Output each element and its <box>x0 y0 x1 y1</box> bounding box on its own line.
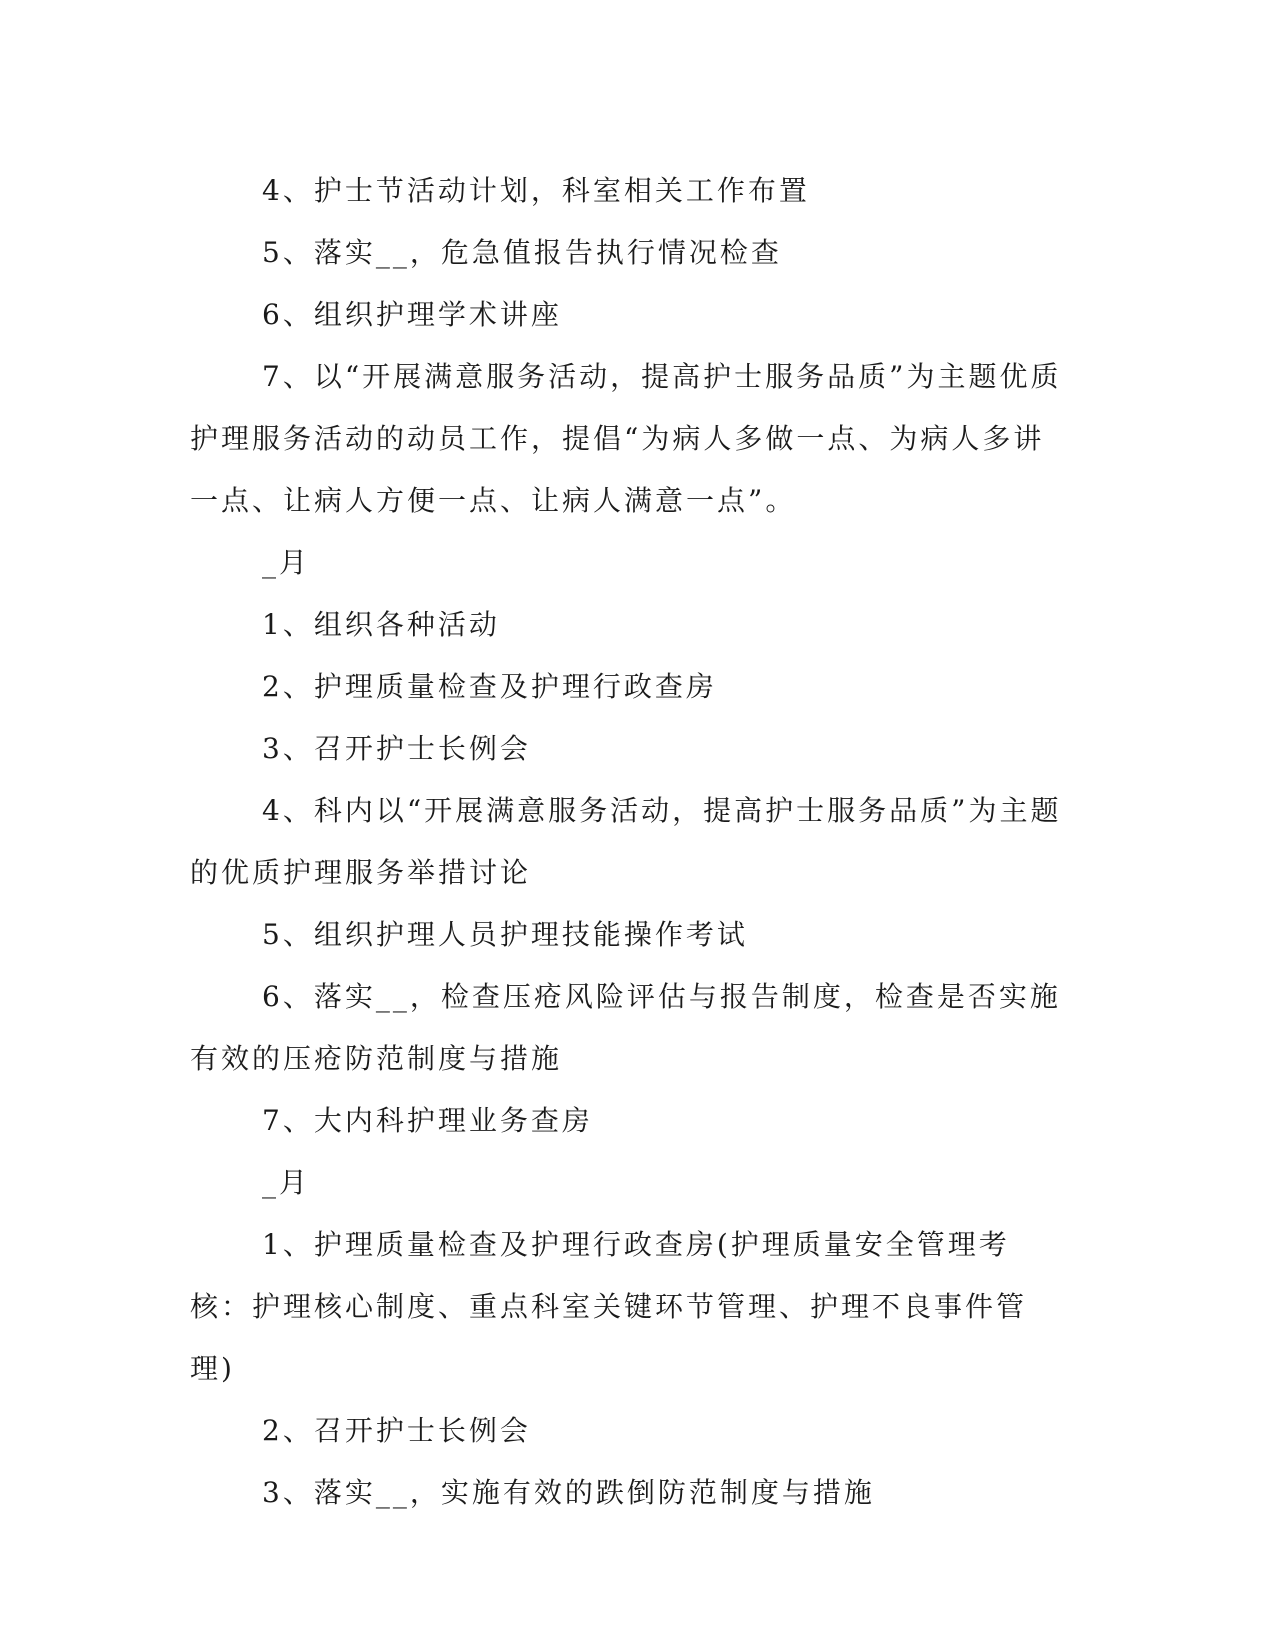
paragraph-item-4-service-discussion: 4、科内以“开展满意服务活动，提高护士服务品质”为主题的优质护理服务举措讨论 <box>190 794 1062 889</box>
month-heading: _月 <box>262 1166 311 1199</box>
paragraph-item-7-service-activity: 7、以“开展满意服务活动，提高护士服务品质”为主题优质护理服务活动的动员工作，提倡“为病人多做一点、为病人多讲一点、让病人方便一点、让病人满意一点”。 <box>190 360 1062 517</box>
paragraph-item-2-quality-check: 2、护理质量检查及护理行政查房 <box>262 670 717 703</box>
paragraph-item-3-fall-prevention: 3、落实__，实施有效的跌倒防范制度与措施 <box>262 1476 875 1509</box>
month-heading: _月 <box>262 546 311 579</box>
paragraph-item-6-pressure-sore: 6、落实__，检查压疮风险评估与报告制度，检查是否实施有效的压疮防范制度与措施 <box>190 980 1061 1075</box>
paragraph-item-3-head-nurse-meeting: 3、召开护士长例会 <box>262 732 531 765</box>
paragraph-item-1-quality-assessment: 1、护理质量检查及护理行政查房(护理质量安全管理考核：护理核心制度、重点科室关键环节管理、护理不良事件管理) <box>190 1228 1028 1385</box>
document-body <box>190 160 1070 1524</box>
paragraph-item-6-lecture: 6、组织护理学术讲座 <box>262 298 562 331</box>
paragraph-item-2-head-nurse-meeting: 2、召开护士长例会 <box>262 1414 531 1447</box>
paragraph-item-4-nurses-day: 4、护士节活动计划，科室相关工作布置 <box>262 174 810 207</box>
paragraph-item-5-critical-value: 5、落实__，危急值报告执行情况检查 <box>262 236 782 269</box>
paragraph-item-1-activities: 1、组织各种活动 <box>262 608 500 641</box>
paragraph-item-5-skills-exam: 5、组织护理人员护理技能操作考试 <box>262 918 748 951</box>
paragraph-item-7-ward-round: 7、大内科护理业务查房 <box>262 1104 593 1137</box>
